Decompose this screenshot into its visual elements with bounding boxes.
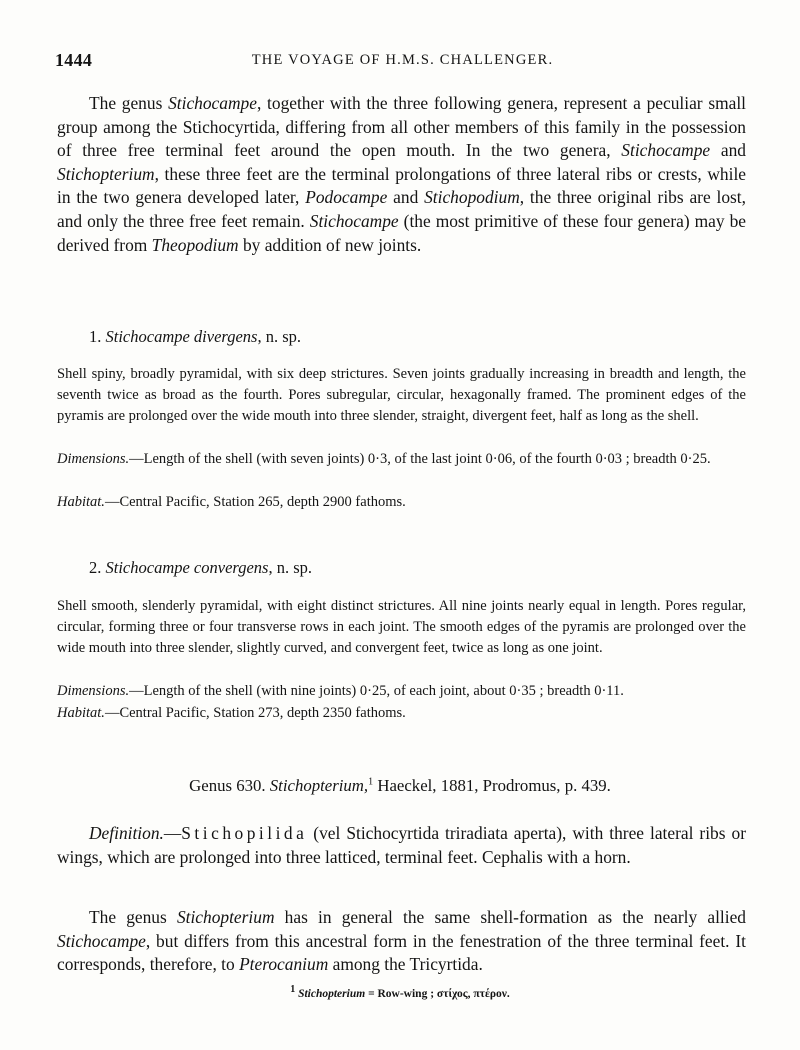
intro-paragraph: The genus Stichocampe, together with the three following genera, represent a peculiar small group among the Stichocyrtida, differing from all other members of this family in the possession of three free terminal feet around the open mouth. In the two genera, Stichocampe and Stichopterium, these three feet are the terminal prolongations of three lateral ribs or crests, while in the two genera developed later, Podocampe and Stichopodium, the three original ribs are lost, and only the three free feet remain. Stichocampe (the most primitive of these four genera) may be derived from Theopodium by addition of new joints.: [57, 93, 746, 255]
genus-paragraph: The genus Stichopterium has in general the same shell-formation as the nearly allied Stichocampe, but differs from this ancestral form in the fenestration of the three terminal feet. It corresponds, therefore, to Pterocanium among the Tricyrtida.: [57, 907, 746, 975]
species-2-dimensions: Dimensions.—Length of the shell (with nine joints) 0·25, of each joint, about 0·35 ; breadth 0·11.: [57, 683, 624, 699]
genus-heading: Genus 630. Stichopterium,$^1$ Haeckel, 1881, Prodromus, p. 439.: [189, 776, 611, 795]
species-1-description: Shell spiny, broadly pyramidal, with six deep strictures. Seven joints gradually increasing in breadth and length, the seventh twice as broad as the fourth. Pores subregular, circular, hexagonally framed. The prominent edges of the pyramis are prolonged over the wide mouth into three slender, straight, divergent feet, half as long as the shell.: [57, 366, 746, 425]
definition-paragraph: Definition.—Stichopilida (vel Stichocyrtida triradiata aperta), with three lateral ribs or wings, which are prolonged into three latticed, terminal feet. Cephalis with a horn.: [57, 823, 746, 867]
footnote: $^1$ Stichopterium = Row-wing ; στίχος, πτέρον.: [290, 984, 510, 1000]
page-number: 1444: [55, 50, 93, 70]
running-header: [55, 50, 750, 74]
species-2-habitat: Habitat.—Central Pacific, Station 273, depth 2350 fathoms.: [57, 705, 406, 721]
species-heading-2: 2. Stichocampe convergens, n. sp.: [89, 558, 313, 577]
species-1-dimensions: Dimensions.—Length of the shell (with seven joints) 0·3, of the last joint 0·06, of the fourth 0·03 ; breadth 0·25.: [57, 451, 711, 467]
spaced-term: Stichopilida: [181, 823, 308, 843]
species-2-description: Shell smooth, slenderly pyramidal, with eight distinct strictures. All nine joints nearly equal in length. Pores regular, circular, forming three or four transverse rows in each joint. The smooth edges of the pyramis are prolonged over the wide mouth into three slender, slightly curved, and convergent feet, twice as long as one joint.: [57, 598, 746, 657]
species-heading-1: 1. Stichocampe divergens, n. sp.: [89, 327, 302, 346]
running-title: THE VOYAGE OF H.M.S. CHALLENGER.: [251, 52, 554, 68]
footnote-reference: 1: [368, 776, 374, 788]
species-1-habitat: Habitat.—Central Pacific, Station 265, depth 2900 fathoms.: [57, 494, 406, 510]
